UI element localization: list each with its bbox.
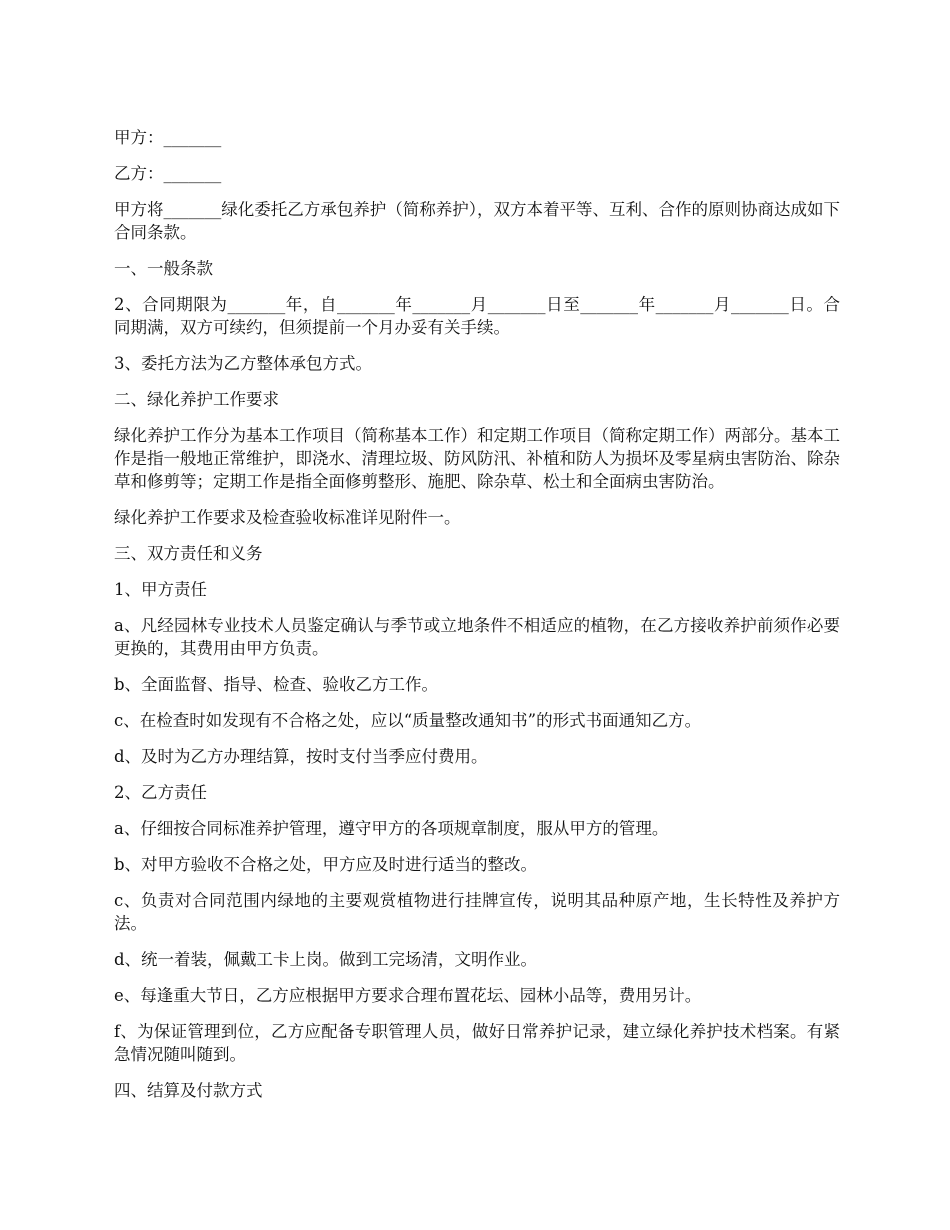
section-heading-settlement: 四、结算及付款方式	[114, 1081, 263, 1100]
subheading-party-a: 1、甲方责任	[114, 580, 207, 599]
party-b-item-b: b、对甲方验收不合格之处，甲方应及时进行适当的整改。	[114, 855, 538, 874]
clause-contract-term: 2、合同期限为_______年，自_______年_______月_______日至_______年_______月_______日。合同期满，双方可续约，但须提前一个月办妥有关手续。	[114, 295, 840, 337]
intro-paragraph: 甲方将_______绿化委托乙方承包养护（简称养护），双方本着平等、互利、合作的原则协商达成如下合同条款。	[114, 200, 840, 242]
party-b-item-f: f、为保证管理到位，乙方应配备专职管理人员，做好日常养护记录，建立绿化养护技术档案。有紧急情况随叫随到。	[114, 1022, 840, 1064]
requirements-paragraph: 绿化养护工作分为基本工作项目（简称基本工作）和定期工作项目（简称定期工作）两部分。基本工作是指一般地正常维护，即浇水、清理垃圾、防风防汛、补植和防人为损坏及零星病虫害防治、除杂草和修剪等；定期工作是指全面修剪整形、施肥、除杂草、松土和全面病虫害防治。	[114, 426, 840, 491]
party-a-item-d: d、及时为乙方办理结算，按时支付当季应付费用。	[114, 747, 488, 766]
party-b-item-c: c、负责对合同范围内绿地的主要观赏植物进行挂牌宣传，说明其品种原产地，生长特性及养护方法。	[114, 891, 840, 933]
party-a-item-b: b、全面监督、指导、检查、验收乙方工作。	[114, 675, 439, 694]
party-b-line: 乙方：_______	[114, 164, 222, 183]
document-page	[114, 126, 840, 1115]
section-heading-requirements: 二、绿化养护工作要求	[114, 390, 279, 409]
requirements-annex-note: 绿化养护工作要求及检查验收标准详见附件一。	[114, 508, 461, 527]
section-heading-general: 一、一般条款	[114, 259, 213, 278]
party-a-line: 甲方：_______	[114, 128, 222, 147]
party-a-item-c: c、在检查时如发现有不合格之处，应以“质量整改通知书”的形式书面通知乙方。	[114, 711, 702, 730]
subheading-party-b: 2、乙方责任	[114, 783, 207, 802]
party-b-item-d: d、统一着装，佩戴工卡上岗。做到工完场清，文明作业。	[114, 950, 538, 969]
clause-commission-method: 3、委托方法为乙方整体承包方式。	[114, 354, 372, 373]
party-a-item-a: a、凡经园林专业技术人员鉴定确认与季节或立地条件不相适应的植物，在乙方接收养护前须作必要更换的，其费用由甲方负责。	[114, 616, 840, 658]
party-b-item-a: a、仔细按合同标准养护管理，遵守甲方的各项规章制度，服从甲方的管理。	[114, 819, 669, 838]
section-heading-responsibilities: 三、双方责任和义务	[114, 544, 263, 563]
party-b-item-e: e、每逢重大节日，乙方应根据甲方要求合理布置花坛、园林小品等，费用另计。	[114, 986, 702, 1005]
